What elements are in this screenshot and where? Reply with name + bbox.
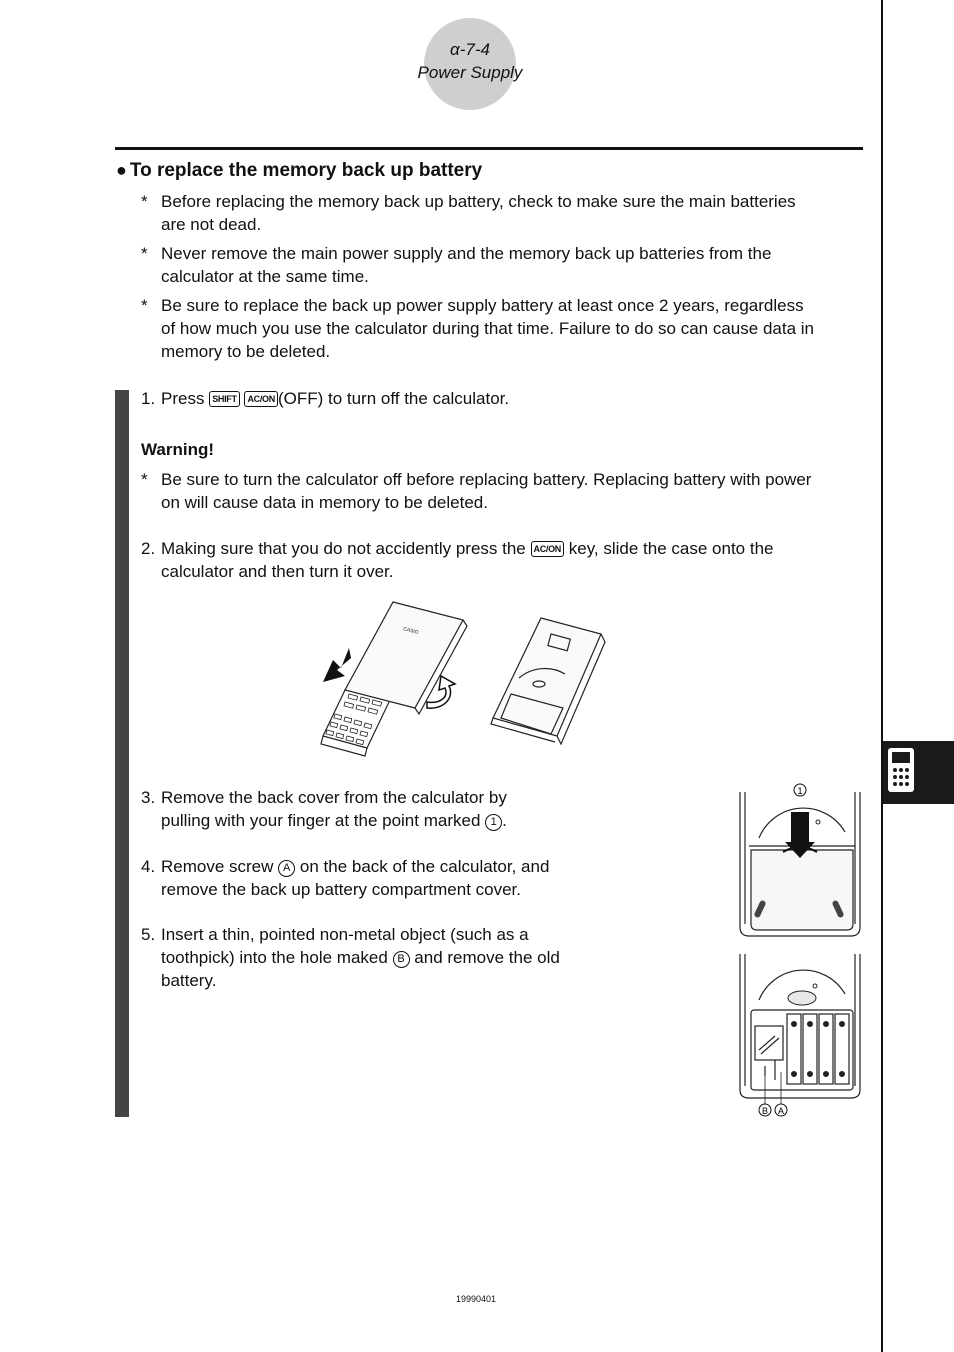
step-text: key, slide the case onto the	[568, 539, 774, 558]
calculator-icon	[887, 747, 917, 795]
point-1-marker: 1	[485, 814, 502, 831]
step-number: 5.	[141, 925, 156, 944]
step-3	[141, 786, 507, 832]
page-edge-rule	[881, 0, 883, 1352]
hole-b-label: B	[761, 1106, 769, 1116]
step-number: 1.	[141, 389, 156, 408]
note-line: memory to be deleted.	[161, 342, 331, 361]
heading-text: To replace the memory back up battery	[129, 160, 483, 181]
slide-case-figure	[315, 598, 610, 763]
ac-on-key-icon: AC/ON	[244, 391, 278, 407]
warning-title: Warning!	[141, 440, 215, 459]
step-2	[141, 537, 774, 583]
back-cover-figure	[735, 782, 865, 942]
note-line: Be sure to turn the calculator off before replacing battery. Replacing battery with power	[161, 470, 812, 489]
step-4	[141, 855, 549, 901]
note-line: of how much you use the calculator during that time. Failure to do so can cause data in	[161, 319, 814, 338]
brand-label: CASIO	[402, 626, 420, 636]
note-marker: *	[141, 470, 148, 489]
step-text: pulling with your finger at the point marked	[161, 811, 481, 830]
chapter-tab[interactable]	[883, 741, 954, 804]
step-1	[141, 387, 509, 410]
screw-a-marker: A	[278, 860, 295, 877]
note-marker: *	[141, 244, 148, 263]
screw-a-label: A	[777, 1106, 785, 1116]
hole-b-marker: B	[393, 951, 410, 968]
note-line: are not dead.	[161, 215, 262, 234]
note-line: calculator at the same time.	[161, 267, 369, 286]
step-text: remove the back up battery compartment cover.	[161, 880, 522, 899]
note-item	[141, 190, 866, 236]
step-number: 4.	[141, 857, 156, 876]
step-text: calculator and then turn it over.	[161, 562, 394, 581]
step-number: 3.	[141, 788, 156, 807]
step-number: 2.	[141, 539, 156, 558]
section-title: Power Supply	[417, 63, 523, 82]
note-marker: *	[141, 192, 148, 211]
procedure-bar	[115, 390, 129, 1117]
section-heading	[116, 160, 482, 182]
note-marker: *	[141, 296, 148, 315]
step-text: (OFF) to turn off the calculator.	[277, 389, 510, 408]
note-line: on will cause data in memory to be deleted.	[161, 493, 488, 512]
note-item	[141, 294, 866, 363]
note-line: Be sure to replace the back up power supply battery at least once 2 years, regardless	[161, 296, 804, 315]
step-text: Remove the back cover from the calculator by	[161, 788, 507, 807]
point-1-label: 1	[797, 786, 803, 796]
page-number: α-7-4	[450, 40, 490, 59]
battery-compartment-figure	[735, 950, 865, 1120]
step-text: Insert a thin, pointed non-metal object (such as a	[161, 925, 529, 944]
heading-bullet: ●	[116, 160, 127, 180]
step-text: Remove screw	[161, 857, 274, 876]
step-5	[141, 923, 560, 992]
footer-code: 19990401	[455, 1294, 497, 1304]
step-text: Making sure that you do not accidently press the	[161, 539, 526, 558]
note-item	[141, 242, 866, 288]
step-text: on the back of the calculator, and	[299, 857, 550, 876]
note-line: Before replacing the memory back up battery, check to make sure the main batteries	[161, 192, 796, 211]
note-line: Never remove the main power supply and the memory back up batteries from the	[161, 244, 772, 263]
header-rule	[115, 147, 863, 150]
step-text: toothpick) into the hole maked	[161, 948, 388, 967]
step-text: .	[502, 811, 507, 830]
step-text: Press	[161, 389, 205, 408]
warning-note	[141, 468, 866, 514]
ac-on-key-icon: AC/ON	[531, 541, 565, 557]
step-text: and remove the old	[414, 948, 560, 967]
step-text: battery.	[161, 971, 217, 990]
shift-key-icon: SHIFT	[209, 391, 240, 407]
